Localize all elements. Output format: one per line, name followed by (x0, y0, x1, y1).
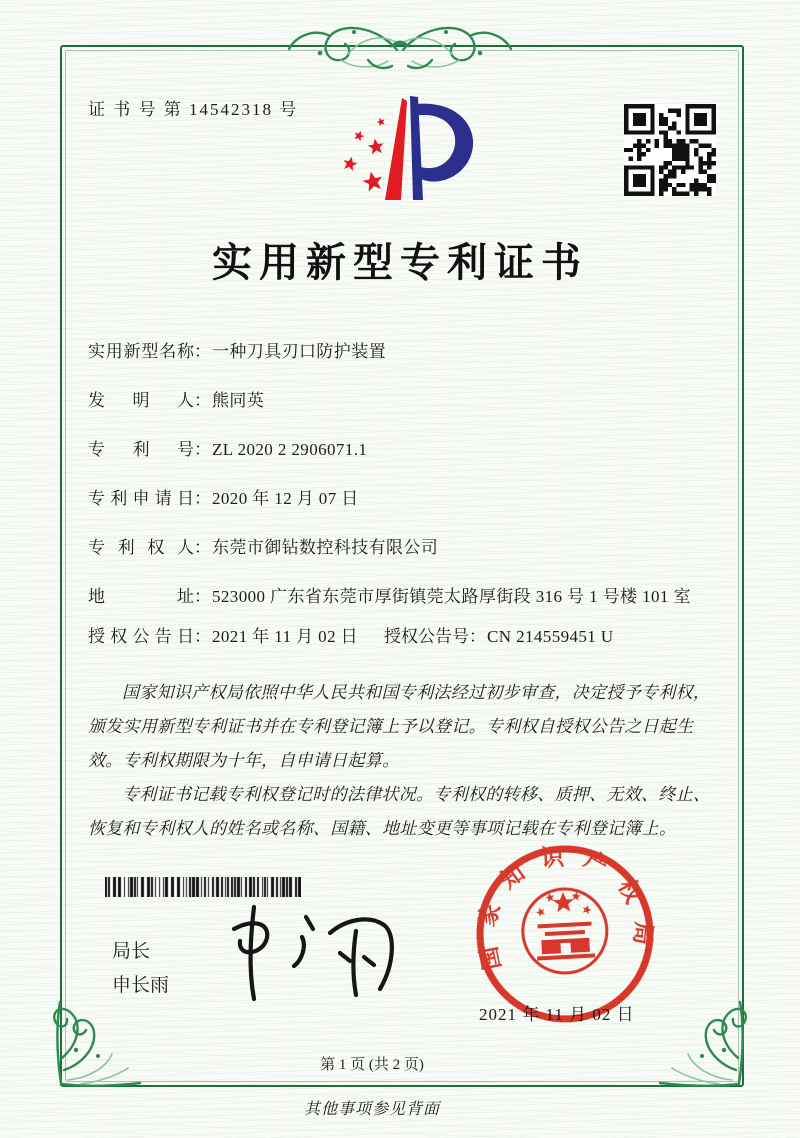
field-label: 授权公告日 (88, 627, 194, 646)
commissioner-name: 申长雨 (112, 975, 170, 996)
cnipa-logo-icon (328, 92, 488, 212)
field-value: ZL 2020 2 2906071.1 (212, 440, 368, 459)
colon: ： (194, 391, 211, 410)
colon: ： (194, 538, 211, 557)
field-utility-model-name (88, 338, 740, 366)
field-label: 实用新型名称 (88, 342, 194, 361)
field-value: CN 214559451 U (487, 627, 614, 646)
legal-paragraph-2: 专利证书记载专利权登记时的法律状况。专利权的转移、质押、无效、终止、恢复和专利权人的姓名或名称、国籍、地址变更等事项记载在专利登记簿上。 (88, 785, 711, 838)
colon: ： (194, 627, 211, 646)
certificate-number: 证 书 号 第 14542318 号 (88, 100, 299, 119)
field-label: 专利号 (88, 440, 194, 459)
field-value: 东莞市御钻数控科技有限公司 (212, 538, 439, 557)
field-value: 2020 年 12 月 07 日 (212, 489, 359, 508)
field-value: 2021 年 11 月 02 日 (212, 627, 359, 646)
field-patentee (88, 534, 740, 562)
legal-paragraph-1: 国家知识产权局依照中华人民共和国专利法经过初步审查，决定授予专利权，颁发实用新型专利证书并在专利登记簿上予以登记。专利权自授权公告之日起生效。专利权期限为十年，自申请日起算。 (88, 683, 711, 770)
colon: ： (194, 489, 211, 508)
legal-text-section (88, 676, 720, 846)
colon: ： (194, 587, 211, 606)
field-value: 熊同英 (212, 391, 265, 410)
certificate-title: 实用新型专利证书 (212, 240, 588, 285)
fields-section (88, 338, 740, 672)
page-number: 第 1 页 (共 2 页) (320, 1057, 424, 1073)
field-grant-date-and-number (88, 623, 740, 651)
field-label: 专利权人 (88, 538, 194, 557)
field-label: 地址 (88, 587, 194, 606)
field-patent-number (88, 436, 740, 464)
field-inventor (88, 387, 740, 415)
field-label: 发明人 (88, 391, 194, 410)
handwritten-signature-icon (198, 893, 408, 1011)
seal-date: 2021 年 11 月 02 日 (479, 1005, 635, 1024)
qr-code-icon (624, 104, 716, 196)
colon: ： (194, 342, 211, 361)
national-emblem-icon (521, 887, 609, 975)
field-application-date (88, 485, 740, 513)
field-value: 523000 广东省东莞市厚街镇莞太路厚街段 316 号 1 号楼 101 室 (212, 587, 691, 606)
colon: ： (194, 440, 211, 459)
field-address (88, 583, 740, 611)
field-grant-number (384, 623, 614, 651)
field-label: 专利申请日 (88, 489, 194, 508)
back-side-note: 其他事项参见背面 (303, 1101, 440, 1118)
seal-text: 国家知识产权局 (472, 843, 657, 973)
commissioner-title: 局长 (112, 941, 151, 962)
field-value: 一种刀具刃口防护装置 (212, 342, 386, 361)
field-label: 授权公告号 (384, 627, 470, 646)
colon: ： (469, 627, 487, 646)
